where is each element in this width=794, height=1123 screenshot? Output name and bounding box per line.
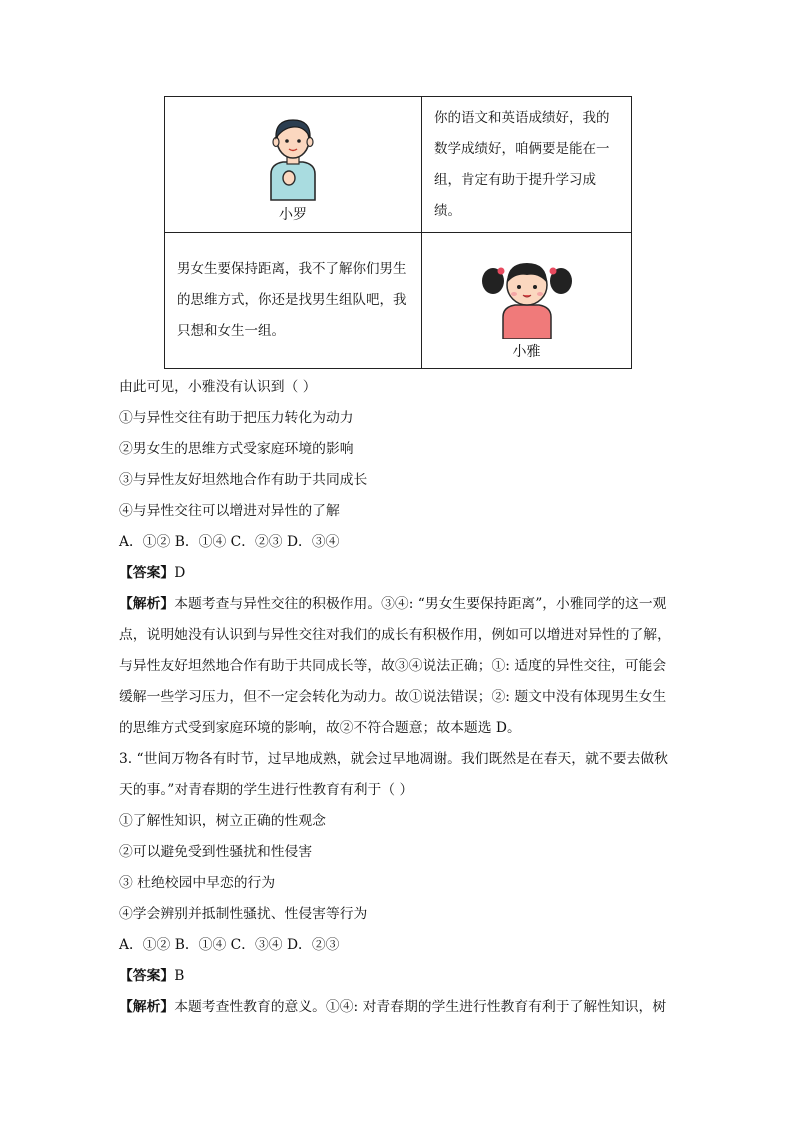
boy-cell bbox=[165, 97, 422, 233]
boy-quote-cell bbox=[422, 97, 632, 233]
q2-analysis-line-4: 缓解一些学习压力，但不一定会转化为动力。故①说法错误；②: 题文中没有体现男生女生 bbox=[119, 689, 667, 705]
dialogue-table bbox=[164, 96, 632, 369]
boy-name-label: 小罗 bbox=[279, 206, 307, 223]
q3-stem-line-2: 天的事。”对青春期的学生进行性教育有利于（ ） bbox=[119, 782, 414, 798]
q2-answer-tag: 【答案】 bbox=[119, 565, 175, 581]
q3-answer bbox=[119, 961, 679, 992]
q2-analysis-line-3: 与异性友好坦然地合作有助于共同成长等，故③④说法正确；①: 适度的异性交往，可能会 bbox=[119, 658, 667, 674]
q2-stem: 由此可见，小雅没有认识到（ ） bbox=[119, 379, 317, 395]
question-content bbox=[119, 372, 679, 1023]
q3-analysis-text-1: 本题考查性教育的意义。①④: 对青春期的学生进行性教育有利于了解性知识，树 bbox=[174, 999, 667, 1015]
q2-analysis-line-5: 的思维方式受到家庭环境的影响，故②不符合题意；故本题选 D。 bbox=[119, 720, 521, 736]
q2-analysis-tag: 【解析】 bbox=[119, 596, 175, 612]
boy-quote: 你的语文和英语成绩好，我的数学成绩好，咱俩要是能在一组，肯定有助于提升学习成绩。 bbox=[434, 109, 610, 219]
q3-choices: A．①② B．①④ C．③④ D．②③ bbox=[119, 937, 340, 953]
q2-option-4: ④与异性交往可以增进对异性的了解 bbox=[119, 503, 340, 519]
q3-analysis-line-1 bbox=[119, 992, 679, 1023]
q2-option-1: ①与异性交往有助于把压力转化为动力 bbox=[119, 410, 354, 426]
q2-answer-value: D bbox=[174, 565, 186, 581]
q2-answer bbox=[119, 558, 679, 589]
q3-option-1: ①了解性知识，树立正确的性观念 bbox=[119, 813, 326, 829]
q3-answer-value: B bbox=[174, 968, 185, 984]
q2-analysis-line-2: 点，说明她没有认识到与异性交往对我们的成长有积极作用，例如可以增进对异性的了解， bbox=[119, 627, 671, 643]
girl-quote-cell bbox=[165, 233, 422, 369]
girl-illustration bbox=[479, 251, 575, 339]
girl-cell bbox=[422, 233, 632, 369]
q2-choices: A．①② B．①④ C．②③ D．③④ bbox=[119, 534, 340, 550]
q3-stem-line-1: 3. “世间万物各有时节，过早地成熟，就会过早地凋谢。我们既然是在春天，就不要去做秋 bbox=[119, 751, 668, 767]
boy-illustration bbox=[253, 112, 333, 202]
q3-analysis-tag: 【解析】 bbox=[119, 999, 175, 1015]
q3-answer-tag: 【答案】 bbox=[119, 968, 175, 984]
q3-option-2: ②可以避免受到性骚扰和性侵害 bbox=[119, 844, 313, 860]
q3-option-4: ④学会辨别并抵制性骚扰、性侵害等行为 bbox=[119, 906, 368, 922]
q2-option-3: ③与异性友好坦然地合作有助于共同成长 bbox=[119, 472, 368, 488]
q2-option-2: ②男女生的思维方式受家庭环境的影响 bbox=[119, 441, 354, 457]
q2-analysis-line-1 bbox=[119, 589, 679, 620]
q3-option-3: ③ 杜绝校园中早恋的行为 bbox=[119, 875, 276, 891]
q2-analysis-text-1: 本题考查与异性交往的积极作用。③④: “男女生要保持距离”，小雅同学的这一观 bbox=[174, 596, 667, 612]
girl-name-label: 小雅 bbox=[512, 343, 541, 360]
girl-quote: 男女生要保持距离，我不了解你们男生的思维方式，你还是找男生组队吧，我只想和女生一组。 bbox=[177, 261, 407, 339]
